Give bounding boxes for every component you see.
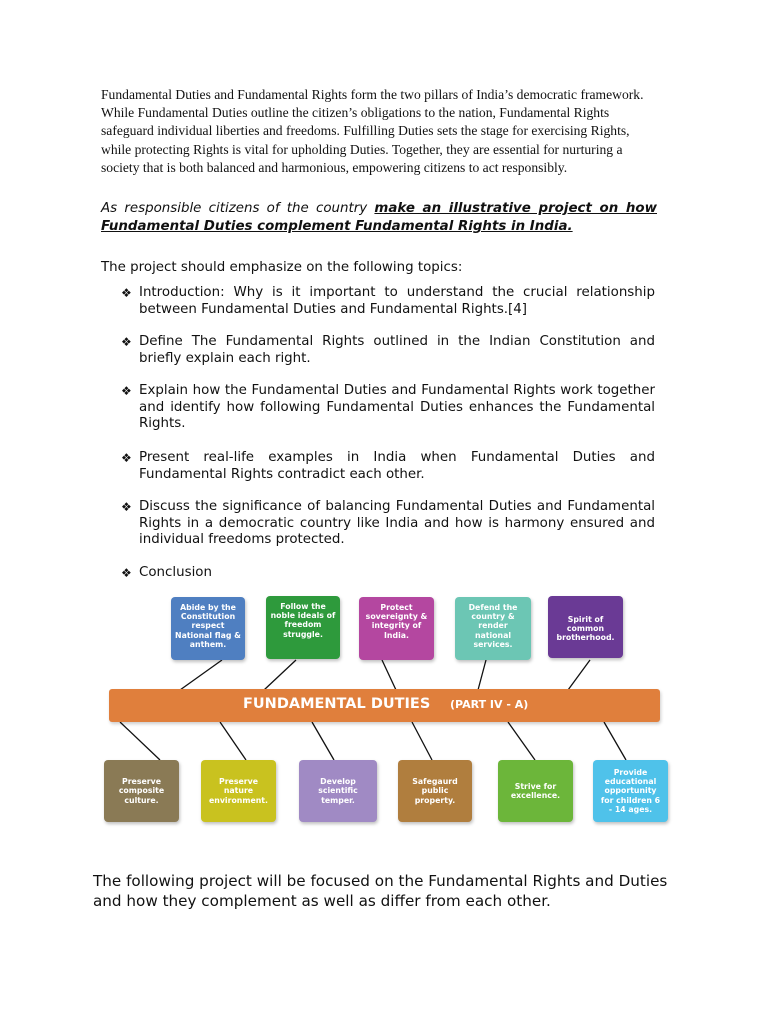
duty-box: Abide by the Constitution respect National flag & anthem.	[171, 597, 245, 660]
diamond-bullet-icon: ❖	[121, 286, 132, 300]
topics-heading: The project should emphasize on the following topics:	[101, 260, 463, 275]
task-emphasis: make an illustrative project on how Fundamental Duties complement Fundamental Rights in India.	[101, 201, 657, 234]
topic-text: Discuss the significance of balancing Fundamental Duties and Fundamental Rights in a democratic country like India and how is harmony ensured and individual freedoms protected.	[139, 499, 655, 547]
connector-line	[382, 660, 396, 690]
diamond-bullet-icon: ❖	[121, 335, 132, 349]
connector-line	[568, 660, 590, 690]
duty-box: Spirit of common brotherhood.	[548, 596, 623, 658]
diamond-bullet-icon: ❖	[121, 500, 132, 514]
duty-box: Preserve nature environment.	[201, 760, 276, 822]
intro-paragraph: Fundamental Duties and Fundamental Rights form the two pillars of India’s democratic framework. While Fundamental Duties outline the citizen’s obligations to the nation, Fundamental Rights safeguard individual liberties and freedoms. Fulfilling Duties sets the stage for exercising Rights, while protecting Rights is vital for upholding Duties. Together, they are essential for nurturing a society that is both balanced and harmonious, empowering citizens to act responsibly.	[101, 87, 644, 175]
topic-text: Introduction: Why is it important to understand the crucial relationship between Fundamental Duties and Fundamental Rights.[4]	[139, 285, 655, 317]
diamond-bullet-icon: ❖	[121, 451, 132, 465]
diagram-title: FUNDAMENTAL DUTIES	[243, 696, 431, 712]
duty-box: Strive for excellence.	[498, 760, 573, 822]
topic-text: Present real-life examples in India when Fundamental Duties and Fundamental Rights contradict each other.	[139, 450, 655, 482]
duty-box: Preserve composite culture.	[104, 760, 179, 822]
connector-line	[478, 660, 486, 690]
connector-line	[312, 722, 334, 760]
connector-line	[120, 722, 160, 760]
duty-box: Follow the noble ideals of freedom struggle.	[266, 596, 340, 659]
duty-box: Safegaurd public property.	[398, 760, 472, 822]
topic-text: Define The Fundamental Rights outlined in the Indian Constitution and briefly explain each right.	[139, 334, 655, 366]
topic-text: Conclusion	[139, 565, 212, 580]
footer-paragraph: The following project will be focused on the Fundamental Rights and Duties and how they complement as well as differ from each other.	[93, 872, 668, 910]
duty-box: Protect sovereignty & integrity of India.	[359, 597, 434, 660]
task-lead: As responsible citizens of the country	[101, 201, 375, 216]
diagram-subtitle: (PART IV - A)	[450, 698, 529, 711]
connector-line	[180, 660, 222, 690]
fundamental-duties-bar	[109, 689, 660, 722]
duty-box: Defend the country & render national services.	[455, 597, 531, 660]
duty-box: Provide educational opportunity for children 6 - 14 ages.	[593, 760, 668, 822]
connector-line	[264, 660, 296, 690]
connector-line	[604, 722, 626, 760]
topic-text: Explain how the Fundamental Duties and Fundamental Rights work together and identify how following Fundamental Duties enhances the Fundamental Rights.	[139, 383, 655, 431]
diamond-bullet-icon: ❖	[121, 566, 132, 580]
connector-line	[412, 722, 432, 760]
connector-line	[508, 722, 535, 760]
diamond-bullet-icon: ❖	[121, 384, 132, 398]
connector-line	[220, 722, 246, 760]
duty-box: Develop scientific temper.	[299, 760, 377, 822]
